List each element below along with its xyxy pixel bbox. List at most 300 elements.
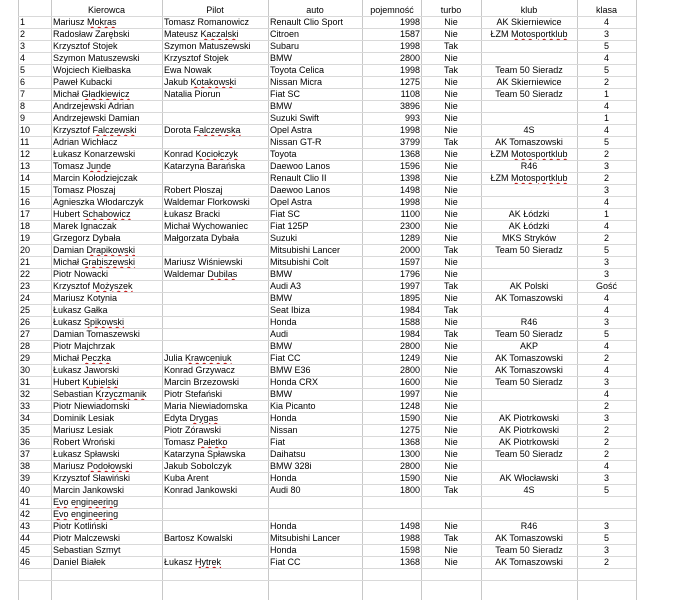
cell-kierowca[interactable]: Dominik Lesiak: [53, 413, 115, 423]
cell-turbo[interactable]: Nie: [444, 413, 458, 423]
cell-klasa[interactable]: 3: [603, 29, 609, 39]
cell-kierowca[interactable]: Paweł Kubacki: [53, 77, 113, 87]
cell-auto[interactable]: Honda: [270, 545, 297, 555]
cell-klub[interactable]: [481, 112, 577, 124]
cell-klasa[interactable]: 4: [603, 101, 609, 111]
cell-lp[interactable]: 20: [20, 245, 31, 255]
cell-klub[interactable]: AK Piotrkowski: [498, 437, 560, 447]
cell-kierowca[interactable]: Tomasz Junde: [53, 161, 112, 171]
cell-pojemnosc[interactable]: 1398: [399, 173, 420, 183]
cell-kierowca[interactable]: Daniel Białek: [53, 557, 106, 567]
cell-klasa[interactable]: 3: [603, 377, 609, 387]
cell-auto[interactable]: Fiat 125P: [270, 221, 309, 231]
cell-auto[interactable]: Toyota Celica: [270, 65, 325, 75]
cell-klub[interactable]: AK Polski: [509, 281, 549, 291]
cell-pilot[interactable]: [162, 244, 268, 256]
cell-klasa[interactable]: 1: [603, 209, 609, 219]
cell-turbo[interactable]: Nie: [444, 89, 458, 99]
cell-kierowca[interactable]: Mariusz Podołowski: [53, 461, 133, 471]
header-turbo[interactable]: turbo: [440, 5, 462, 15]
cell-kierowca[interactable]: Piotr Nowacki: [53, 269, 109, 279]
cell-pojemnosc[interactable]: [362, 496, 421, 508]
cell-pilot[interactable]: Piotr Zórawski: [164, 425, 222, 435]
cell-lp[interactable]: 11: [20, 137, 30, 147]
cell-turbo[interactable]: Tak: [443, 245, 458, 255]
cell-lp[interactable]: 26: [20, 317, 31, 327]
cell-lp[interactable]: 2: [20, 29, 26, 39]
cell-klasa[interactable]: [577, 508, 636, 520]
cell-pojemnosc[interactable]: 1895: [399, 293, 420, 303]
cell-lp[interactable]: 46: [20, 557, 31, 567]
cell-auto[interactable]: BMW: [270, 53, 292, 63]
cell-klub[interactable]: [481, 388, 577, 400]
cell-pilot[interactable]: [162, 304, 268, 316]
cell-auto[interactable]: Fiat CC: [270, 557, 301, 567]
cell-klub[interactable]: [481, 460, 577, 472]
cell-auto[interactable]: Renault Clio Sport: [270, 17, 344, 27]
cell-kierowca[interactable]: Grzegorz Dybała: [53, 233, 121, 243]
cell-kierowca[interactable]: Szymon Matuszewski: [53, 53, 140, 63]
cell-kierowca[interactable]: Marek Ignaczak: [53, 221, 117, 231]
cell-pilot[interactable]: Konrad Kociołczyk: [164, 149, 239, 159]
cell-klasa[interactable]: 3: [603, 521, 609, 531]
cell-klasa[interactable]: 2: [603, 77, 609, 87]
cell-pojemnosc[interactable]: 1300: [399, 449, 420, 459]
cell-pilot[interactable]: [162, 172, 268, 184]
cell-klub[interactable]: AK Piotrkowski: [498, 425, 560, 435]
cell-klub[interactable]: [481, 508, 577, 520]
cell-lp[interactable]: 6: [20, 77, 26, 87]
cell-lp[interactable]: 10: [20, 125, 31, 135]
cell-turbo[interactable]: Nie: [444, 401, 458, 411]
cell-turbo[interactable]: Nie: [444, 233, 458, 243]
cell-pilot[interactable]: Szymon Matuszewski: [164, 41, 251, 51]
cell-lp[interactable]: 4: [20, 53, 26, 63]
cell-kierowca[interactable]: Tomasz Płoszaj: [53, 185, 116, 195]
cell-klasa[interactable]: 4: [603, 17, 609, 27]
cell-kierowca[interactable]: Andrzejewski Damian: [53, 113, 140, 123]
cell-auto[interactable]: Honda: [270, 521, 297, 531]
cell-lp[interactable]: 29: [20, 353, 31, 363]
cell-auto[interactable]: Nissan Micra: [270, 77, 323, 87]
cell-lp[interactable]: 41: [20, 497, 31, 507]
cell-kierowca[interactable]: Krzysztof Możyszek: [53, 281, 133, 291]
cell-turbo[interactable]: Nie: [444, 293, 458, 303]
cell-kierowca[interactable]: Łukasz Jaworski: [53, 365, 120, 375]
cell-lp[interactable]: 42: [20, 509, 31, 519]
cell-pojemnosc[interactable]: 1498: [399, 185, 420, 195]
cell-pilot[interactable]: Waldemar Florkowski: [164, 197, 250, 207]
cell-kierowca[interactable]: Sebastian Szmyt: [53, 545, 121, 555]
cell-lp[interactable]: 16: [20, 197, 31, 207]
cell-pilot[interactable]: Mariusz Wiśniewski: [164, 257, 243, 267]
cell-pilot[interactable]: [162, 340, 268, 352]
cell-klasa[interactable]: 3: [603, 317, 609, 327]
cell-pilot[interactable]: Ewa Nowak: [164, 65, 212, 75]
cell-pilot[interactable]: Łukasz Bracki: [164, 209, 221, 219]
cell-klub[interactable]: ŁZM Motosportklub: [490, 149, 568, 159]
cell-pojemnosc[interactable]: 2800: [399, 461, 420, 471]
cell-pilot[interactable]: [162, 316, 268, 328]
cell-klub[interactable]: Team 50 Sieradz: [495, 89, 563, 99]
cell-lp[interactable]: 8: [20, 101, 26, 111]
cell-klasa[interactable]: 4: [603, 305, 609, 315]
header-auto[interactable]: auto: [306, 5, 324, 15]
cell-pilot[interactable]: Mateusz Kaczalski: [164, 29, 239, 39]
cell-klasa[interactable]: 5: [603, 485, 609, 495]
cell-lp[interactable]: 24: [20, 293, 31, 303]
cell-kierowca[interactable]: Sebastian Krzyczmanik: [53, 389, 147, 399]
cell-pojemnosc[interactable]: 1588: [399, 317, 420, 327]
cell-turbo[interactable]: Nie: [444, 173, 458, 183]
cell-pojemnosc[interactable]: 2800: [399, 53, 420, 63]
cell-pilot[interactable]: Robert Płoszaj: [164, 185, 223, 195]
cell-klasa[interactable]: 4: [603, 221, 609, 231]
cell-klub[interactable]: MKS Stryków: [501, 233, 557, 243]
cell-pilot[interactable]: Kuba Arent: [164, 473, 209, 483]
cell-lp[interactable]: 36: [20, 437, 31, 447]
cell-turbo[interactable]: Nie: [444, 149, 458, 159]
cell-klasa[interactable]: 2: [603, 437, 609, 447]
cell-klasa[interactable]: 3: [603, 185, 609, 195]
cell-turbo[interactable]: Tak: [443, 533, 458, 543]
cell-pojemnosc[interactable]: 2300: [399, 221, 420, 231]
cell-pilot[interactable]: [162, 508, 268, 520]
cell-auto[interactable]: Opel Astra: [270, 197, 313, 207]
cell-klasa[interactable]: 3: [603, 257, 609, 267]
cell-lp[interactable]: 17: [20, 209, 31, 219]
cell-auto[interactable]: Daihatsu: [270, 449, 306, 459]
cell-klasa[interactable]: 4: [603, 341, 609, 351]
header-pojemnosc[interactable]: pojemność: [370, 5, 414, 15]
cell-klasa[interactable]: 3: [603, 473, 609, 483]
cell-pilot[interactable]: Natalia Piorun: [164, 89, 221, 99]
cell-klasa[interactable]: 3: [603, 161, 609, 171]
cell-pojemnosc[interactable]: 1998: [399, 65, 420, 75]
cell-kierowca[interactable]: Mariusz Kotynia: [53, 293, 118, 303]
cell-kierowca[interactable]: Piotr Majchrzak: [53, 341, 116, 351]
cell-klub[interactable]: Team 50 Sieradz: [495, 545, 563, 555]
cell-lp[interactable]: 14: [20, 173, 31, 183]
cell-turbo[interactable]: Nie: [444, 29, 458, 39]
cell-auto[interactable]: BMW: [270, 341, 292, 351]
cell-auto[interactable]: Fiat SC: [270, 209, 301, 219]
cell-kierowca[interactable]: Krzysztof Falczewski: [53, 125, 137, 135]
cell-pojemnosc[interactable]: 1998: [399, 17, 420, 27]
cell-turbo[interactable]: Nie: [444, 317, 458, 327]
cell-lp[interactable]: 45: [20, 545, 31, 555]
cell-klub[interactable]: 4S: [523, 125, 535, 135]
cell-auto[interactable]: Seat Ibiza: [270, 305, 311, 315]
cell-kierowca[interactable]: Hubert Schabowicz: [53, 209, 131, 219]
cell-kierowca[interactable]: Adrian Wichłacz: [53, 137, 118, 147]
cell-auto[interactable]: Fiat CC: [270, 353, 301, 363]
cell-klub[interactable]: AK Tomaszowski: [495, 293, 563, 303]
cell-auto[interactable]: Honda: [270, 317, 297, 327]
cell-klasa[interactable]: 4: [603, 293, 609, 303]
cell-pojemnosc[interactable]: 1587: [399, 29, 420, 39]
cell-klasa[interactable]: 2: [603, 557, 609, 567]
cell-pojemnosc[interactable]: 1984: [399, 305, 420, 315]
cell-klub[interactable]: AK Łódzki: [508, 209, 550, 219]
cell-klub[interactable]: AKP: [519, 341, 538, 351]
cell-pilot[interactable]: [162, 112, 268, 124]
cell-klub[interactable]: R46: [520, 521, 538, 531]
cell-lp[interactable]: 33: [20, 401, 31, 411]
cell-klub[interactable]: [481, 100, 577, 112]
cell-auto[interactable]: Audi A3: [270, 281, 302, 291]
cell-auto[interactable]: Fiat SC: [270, 89, 301, 99]
cell-klub[interactable]: Team 50 Sieradz: [495, 449, 563, 459]
cell-auto[interactable]: BMW E36: [270, 365, 311, 375]
cell-auto[interactable]: Honda CRX: [270, 377, 319, 387]
cell-klasa[interactable]: 2: [603, 173, 609, 183]
cell-klasa[interactable]: 2: [603, 149, 609, 159]
cell-lp[interactable]: 13: [20, 161, 31, 171]
cell-lp[interactable]: 22: [20, 269, 31, 279]
cell-klub[interactable]: [481, 496, 577, 508]
cell-auto[interactable]: Suzuki Swift: [270, 113, 320, 123]
cell-klasa[interactable]: 1: [603, 113, 609, 123]
cell-kierowca[interactable]: Marcin Kołodziejczak: [53, 173, 138, 183]
cell-klub[interactable]: [481, 52, 577, 64]
cell-pilot[interactable]: Katarzyna Spławska: [164, 449, 246, 459]
cell-klasa[interactable]: 2: [603, 353, 609, 363]
cell-turbo[interactable]: Nie: [444, 449, 458, 459]
cell-pojemnosc[interactable]: 3799: [399, 137, 420, 147]
cell-turbo[interactable]: [421, 496, 481, 508]
cell-lp[interactable]: 3: [20, 41, 26, 51]
cell-kierowca[interactable]: Evo engineering: [53, 497, 119, 507]
cell-auto[interactable]: Kia Picanto: [270, 401, 316, 411]
cell-auto[interactable]: Nissan GT-R: [270, 137, 322, 147]
cell-klub[interactable]: Team 50 Sieradz: [495, 329, 563, 339]
cell-klasa[interactable]: 2: [603, 449, 609, 459]
cell-kierowca[interactable]: Michał Grabiszewski: [53, 257, 136, 267]
cell-klasa[interactable]: 4: [603, 53, 609, 63]
cell-klub[interactable]: AK Łódzki: [508, 221, 550, 231]
cell-auto[interactable]: Honda: [270, 473, 297, 483]
cell-pilot[interactable]: Jakub Kotakowski: [164, 77, 237, 87]
cell-pojemnosc[interactable]: 1368: [399, 149, 420, 159]
cell-kierowca[interactable]: Robert Wroński: [53, 437, 115, 447]
cell-turbo[interactable]: Nie: [444, 269, 458, 279]
cell-pojemnosc[interactable]: 1988: [399, 533, 420, 543]
cell-klub[interactable]: AK Skierniewice: [496, 77, 562, 87]
cell-pilot[interactable]: Łukasz Hytrek: [164, 557, 222, 567]
cell-pilot[interactable]: Krzysztof Stojek: [164, 53, 229, 63]
cell-pojemnosc[interactable]: 993: [404, 113, 420, 123]
cell-klub[interactable]: [481, 268, 577, 280]
cell-kierowca[interactable]: Agnieszka Włodarczyk: [53, 197, 144, 207]
cell-pilot[interactable]: Konrad Jankowski: [164, 485, 238, 495]
header-klasa[interactable]: klasa: [595, 5, 617, 15]
cell-auto[interactable]: Opel Astra: [270, 125, 313, 135]
cell-lp[interactable]: 40: [20, 485, 31, 495]
cell-turbo[interactable]: Tak: [443, 41, 458, 51]
cell-lp[interactable]: 39: [20, 473, 31, 483]
cell-kierowca[interactable]: Andrzejewski Adrian: [53, 101, 135, 111]
cell-lp[interactable]: 5: [20, 65, 26, 75]
cell-kierowca[interactable]: Piotr Kotliński: [53, 521, 108, 531]
cell-lp[interactable]: 34: [20, 413, 31, 423]
cell-auto[interactable]: Daewoo Lanos: [270, 185, 331, 195]
cell-turbo[interactable]: Nie: [444, 437, 458, 447]
cell-lp[interactable]: 18: [20, 221, 31, 231]
cell-lp[interactable]: 44: [20, 533, 31, 543]
cell-pojemnosc[interactable]: 2000: [399, 245, 420, 255]
cell-auto[interactable]: BMW: [270, 269, 292, 279]
cell-pojemnosc[interactable]: 1100: [400, 209, 420, 219]
cell-klub[interactable]: ŁZM Motosportklub: [490, 173, 568, 183]
cell-auto[interactable]: [268, 496, 362, 508]
cell-pojemnosc[interactable]: 1108: [400, 89, 420, 99]
cell-pilot[interactable]: [162, 292, 268, 304]
cell-pojemnosc[interactable]: 1368: [399, 437, 420, 447]
cell-turbo[interactable]: Nie: [444, 545, 458, 555]
cell-pilot[interactable]: Konrad Grzywacz: [164, 365, 236, 375]
cell-klasa[interactable]: 5: [603, 329, 609, 339]
cell-klasa[interactable]: 4: [603, 125, 609, 135]
cell-klasa[interactable]: 5: [603, 65, 609, 75]
cell-kierowca[interactable]: Michał Gładkiewicz: [53, 89, 130, 99]
cell-kierowca[interactable]: Piotr Niewiadomski: [53, 401, 130, 411]
cell-klub[interactable]: AK Skierniewice: [496, 17, 562, 27]
cell-pilot[interactable]: Bartosz Kowalski: [164, 533, 233, 543]
cell-klasa[interactable]: 5: [603, 533, 609, 543]
cell-kierowca[interactable]: Mariusz Lesiak: [53, 425, 114, 435]
cell-lp[interactable]: 9: [20, 113, 26, 123]
cell-klub[interactable]: [481, 196, 577, 208]
cell-klub[interactable]: [481, 40, 577, 52]
cell-pojemnosc[interactable]: 1275: [399, 77, 420, 87]
cell-pilot[interactable]: Michał Wychowaniec: [164, 221, 248, 231]
header-pilot[interactable]: Pilot: [206, 5, 224, 15]
cell-turbo[interactable]: Nie: [444, 101, 458, 111]
cell-lp[interactable]: 1: [20, 17, 26, 27]
cell-pojemnosc[interactable]: 3896: [399, 101, 420, 111]
cell-pojemnosc[interactable]: 1275: [399, 425, 420, 435]
cell-auto[interactable]: Audi 80: [270, 485, 301, 495]
cell-klasa[interactable]: [577, 496, 636, 508]
cell-turbo[interactable]: Nie: [444, 197, 458, 207]
cell-lp[interactable]: 28: [20, 341, 31, 351]
cell-pojemnosc[interactable]: 1600: [399, 377, 420, 387]
cell-lp[interactable]: 25: [20, 305, 31, 315]
cell-pilot[interactable]: Dorota Falczewska: [164, 125, 241, 135]
cell-turbo[interactable]: Tak: [443, 305, 458, 315]
cell-auto[interactable]: [268, 508, 362, 520]
cell-auto[interactable]: Suzuki: [270, 233, 298, 243]
cell-auto[interactable]: Mitsubishi Lancer: [270, 245, 341, 255]
cell-kierowca[interactable]: Łukasz Gałka: [53, 305, 108, 315]
cell-turbo[interactable]: Nie: [444, 257, 458, 267]
cell-pilot[interactable]: Małgorzata Dybała: [164, 233, 240, 243]
cell-klasa[interactable]: 1: [603, 89, 609, 99]
cell-auto[interactable]: Renault Clio II: [270, 173, 327, 183]
cell-pojemnosc[interactable]: [362, 508, 421, 520]
cell-pilot[interactable]: Jakub Sobolczyk: [164, 461, 232, 471]
cell-lp[interactable]: 38: [20, 461, 31, 471]
cell-turbo[interactable]: Nie: [444, 521, 458, 531]
cell-lp[interactable]: 37: [20, 449, 31, 459]
cell-turbo[interactable]: Tak: [443, 65, 458, 75]
cell-pojemnosc[interactable]: 1289: [399, 233, 420, 243]
cell-kierowca[interactable]: Michał Peczka: [53, 353, 112, 363]
cell-pojemnosc[interactable]: 1984: [399, 329, 420, 339]
cell-turbo[interactable]: Nie: [444, 389, 458, 399]
cell-lp[interactable]: 43: [20, 521, 31, 531]
cell-klub[interactable]: AK Tomaszowski: [495, 365, 563, 375]
cell-klub[interactable]: AK Tomaszowski: [495, 533, 563, 543]
cell-auto[interactable]: Daewoo Lanos: [270, 161, 331, 171]
cell-turbo[interactable]: Tak: [443, 329, 458, 339]
cell-klub[interactable]: R46: [520, 161, 538, 171]
cell-klasa[interactable]: 2: [603, 425, 609, 435]
cell-turbo[interactable]: Tak: [443, 485, 458, 495]
cell-lp[interactable]: 21: [20, 257, 31, 267]
cell-klasa[interactable]: 5: [603, 245, 609, 255]
cell-pojemnosc[interactable]: 2800: [399, 365, 420, 375]
cell-klub[interactable]: Team 50 Sieradz: [495, 245, 563, 255]
cell-turbo[interactable]: Nie: [444, 461, 458, 471]
cell-turbo[interactable]: Nie: [444, 209, 458, 219]
cell-kierowca[interactable]: Damian Tomaszewski: [53, 329, 140, 339]
cell-pojemnosc[interactable]: 2800: [399, 341, 420, 351]
cell-auto[interactable]: Mitsubishi Lancer: [270, 533, 341, 543]
cell-lp[interactable]: 23: [20, 281, 31, 291]
cell-pojemnosc[interactable]: 1590: [399, 413, 420, 423]
cell-klasa[interactable]: Gość: [595, 281, 617, 291]
cell-pilot[interactable]: [162, 280, 268, 292]
cell-turbo[interactable]: Tak: [443, 281, 458, 291]
cell-pilot[interactable]: Julia Krawceniuk: [164, 353, 232, 363]
cell-klub[interactable]: AK Tomaszowski: [495, 557, 563, 567]
cell-pojemnosc[interactable]: 1249: [399, 353, 420, 363]
cell-klasa[interactable]: 4: [603, 197, 609, 207]
cell-lp[interactable]: 19: [20, 233, 31, 243]
cell-klasa[interactable]: 4: [603, 461, 609, 471]
cell-auto[interactable]: Audi: [270, 329, 289, 339]
cell-kierowca[interactable]: Wojciech Kiełbaska: [53, 65, 131, 75]
cell-pilot[interactable]: Waldemar Dubilas: [164, 269, 238, 279]
cell-pojemnosc[interactable]: 1597: [399, 257, 420, 267]
cell-lp[interactable]: 32: [20, 389, 31, 399]
cell-pojemnosc[interactable]: 1498: [399, 521, 420, 531]
cell-auto[interactable]: BMW 328i: [270, 461, 312, 471]
cell-kierowca[interactable]: Piotr Malczewski: [53, 533, 121, 543]
cell-auto[interactable]: Mitsubishi Colt: [270, 257, 329, 267]
cell-kierowca[interactable]: Mariusz Mokras: [53, 17, 117, 27]
cell-auto[interactable]: BMW: [270, 101, 292, 111]
header-klub[interactable]: klub: [520, 5, 538, 15]
cell-pilot[interactable]: [162, 496, 268, 508]
cell-kierowca[interactable]: Hubert Kubielski: [53, 377, 119, 387]
cell-pilot[interactable]: Tomasz Romanowicz: [164, 17, 250, 27]
cell-pilot[interactable]: [162, 136, 268, 148]
cell-pilot[interactable]: Edyta Drygas: [164, 413, 219, 423]
cell-kierowca[interactable]: Łukasz Spikowski: [53, 317, 125, 327]
cell-auto[interactable]: Fiat: [270, 437, 286, 447]
cell-lp[interactable]: 15: [20, 185, 31, 195]
cell-klub[interactable]: [481, 256, 577, 268]
cell-turbo[interactable]: Nie: [444, 353, 458, 363]
cell-kierowca[interactable]: Krzysztof Stojek: [53, 41, 118, 51]
cell-turbo[interactable]: Nie: [444, 77, 458, 87]
cell-klasa[interactable]: 5: [603, 41, 609, 51]
cell-pojemnosc[interactable]: 1998: [399, 41, 420, 51]
cell-turbo[interactable]: [421, 508, 481, 520]
